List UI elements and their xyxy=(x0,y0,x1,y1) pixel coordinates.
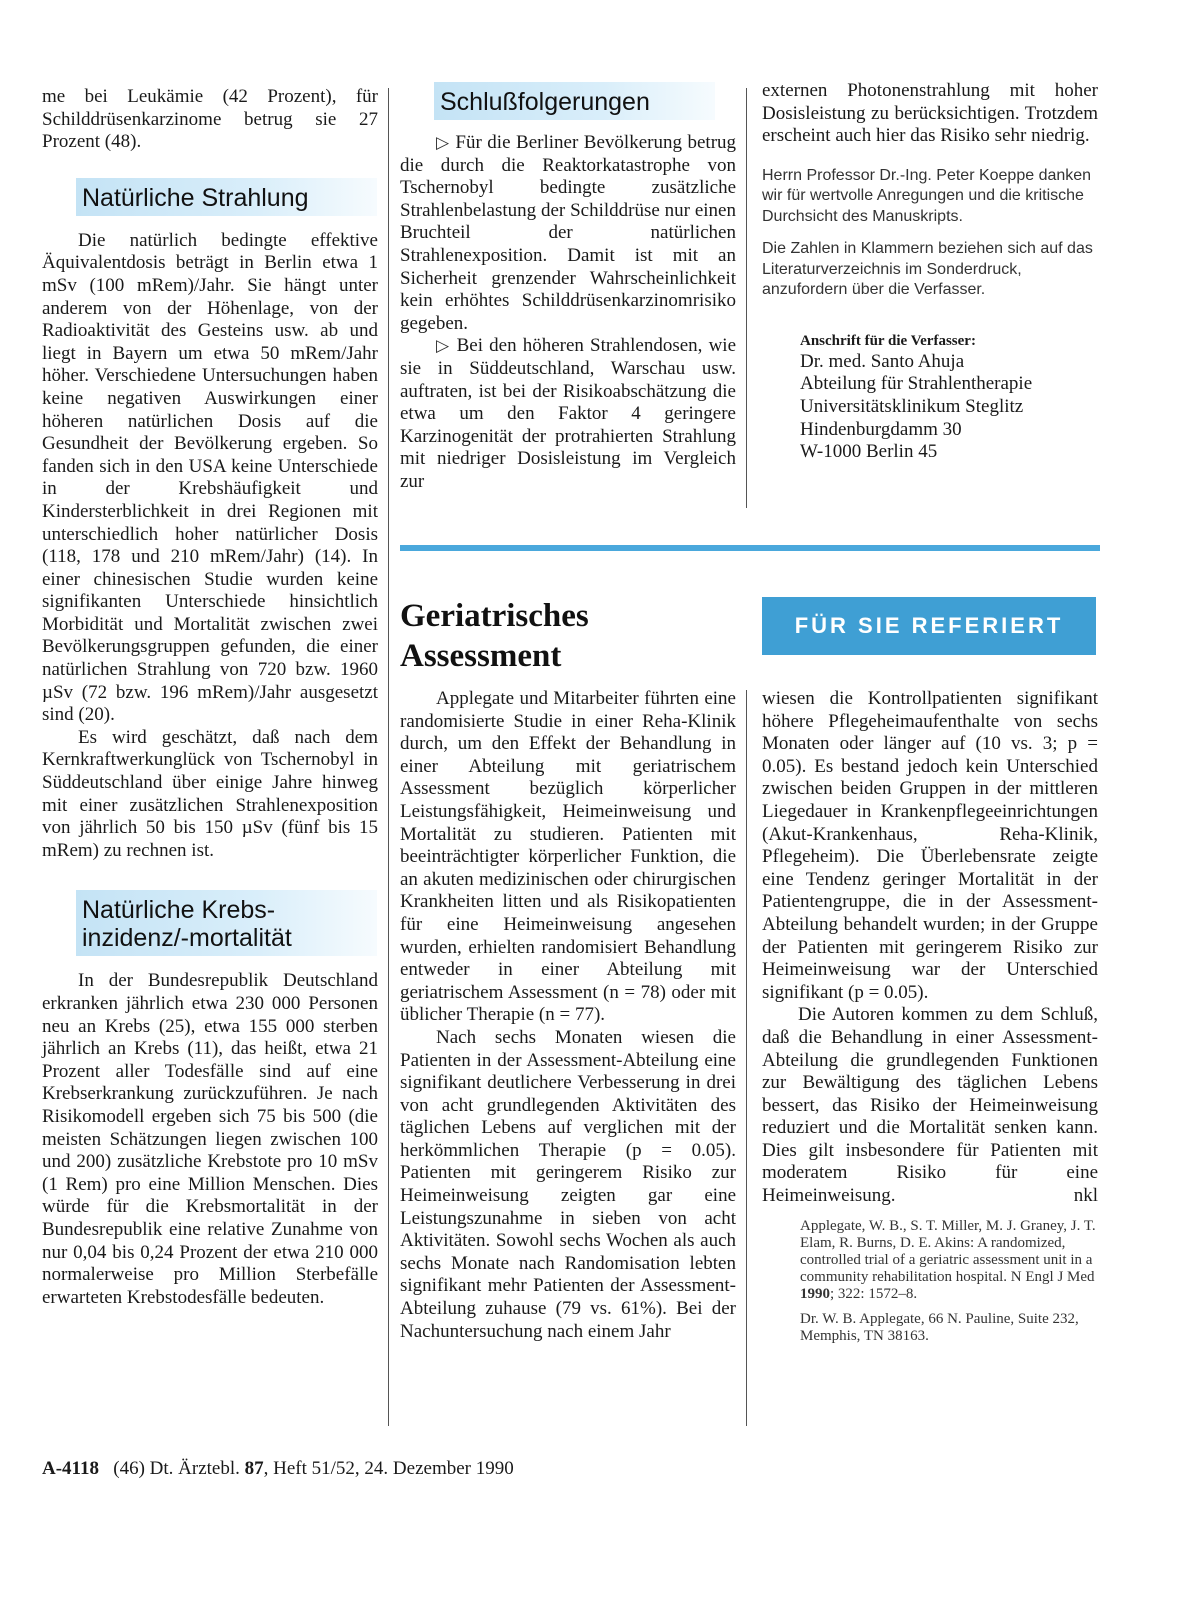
author-signature: nkl xyxy=(1073,1185,1098,1207)
bullet-paragraph: ▷ Für die Berliner Bevölkerung betrug die durch die Reaktorkatastrophe von Tschernobyl bedingte zusätzliche Strahlenbelastung der Schilddrüse nur einen Bruchteil der natürlichen Strahlenexposition. Damit ist mit an Sicherheit grenzender Wahrscheinlichkeit kein erhöhtes Schilddrüsenkarzinomrisiko gegeben. xyxy=(400,132,737,334)
literature-reference: Applegate, W. B., S. T. Miller, M. J. Graney, J. T. Elam, R. Burns, D. E. Akins: A randomized, controlled trial of a geriatric assessment unit in a community rehabilitation hospital. N Engl J Med 1990; 322: 1572–8. xyxy=(800,1217,1096,1302)
address-line: Hindenburgdamm 30 xyxy=(800,418,962,440)
column-3-top xyxy=(762,80,1098,464)
paragraph: Die Autoren kommen zu dem Schluß, daß die Behandlung in einer Assessment-Abteilung die grundlegenden Funktionen zur Bewältigung des täglichen Lebens bessert, das Risiko der Heimeinweisung reduziert und die Mortalität senken kann. Dies gilt insbesondere für Patienten mit moderatem Risiko für eine Heimeinweisung. nkl xyxy=(762,1004,1098,1207)
heading-line: inzidenz/-mortalität xyxy=(82,924,292,953)
title-line: Geriatrisches xyxy=(400,598,589,634)
column-divider xyxy=(746,690,747,1426)
paragraph: externen Photonenstrahlung mit hoher Dosisleistung zu berücksichtigen. Trotzdem erscheint auch hier das Risiko sehr niedrig. xyxy=(762,80,1098,147)
title-line: Assessment xyxy=(400,638,562,674)
paragraph: Applegate und Mitarbeiter führten eine randomisierte Studie in einer Reha-Klinik durch, um den Effekt der Behandlung in einer Abteilung mit geriatrischem Assessment bezüglich körperlicher Leistungsfähigkeit, Heimeinweisung und Mortalität zu studieren. Patienten mit beeinträchtigter körperlicher Funktion, die an akuten medizinischen oder chirurgischen Krankheiten litten und als Risikopatienten für eine Heimeinweisung angesehen wurden, erhielten randomisiert Behandlung entweder in einer Abteilung mit geriatrischem Assessment (n = 78) oder mit üblicher Therapie (n = 77). xyxy=(400,688,736,1026)
heading-line: Natürliche Krebs- xyxy=(82,896,276,925)
address-label: Anschrift für die Verfasser: xyxy=(800,332,976,349)
issue-date: , Heft 51/52, 24. Dezember 1990 xyxy=(263,1458,514,1479)
triangle-bullet-icon: ▷ xyxy=(436,133,450,153)
author-address xyxy=(762,331,1098,464)
issue-number: (46) xyxy=(113,1458,145,1479)
section-heading: Natürliche Strahlung xyxy=(76,178,377,216)
address-line: Dr. med. Santo Ahuja xyxy=(800,350,965,372)
article-title xyxy=(400,596,740,676)
bullet-paragraph: ▷ Bei den höheren Strahlendosen, wie sie in Süddeutschland, Warschau usw. auftraten, ist bei der Risikoabschätzung die etwa um den Faktor 4 geringere Karzinogenität der protrahierten Strahlung mit niedriger Dosisleistung im Vergleich zur xyxy=(400,335,737,492)
article-column-1 xyxy=(400,688,736,1343)
article-column-2 xyxy=(762,688,1098,1345)
accent-bar xyxy=(400,545,1100,551)
banner-label: FÜR SIE REFERIERT xyxy=(794,613,1064,638)
correspondence-address: Dr. W. B. Applegate, 66 N. Pauline, Suite 232, Memphis, TN 38163. xyxy=(800,1310,1079,1344)
journal-name: Dt. Ärztebl. xyxy=(149,1458,240,1479)
paragraph: Die natürlich bedingte effektive Äquivalentdosis beträgt in Berlin etwa 1 mSv (100 mRem)/Jahr. Sie hängt unter anderem von der Höhenlage, von der Radioaktivität des Gesteins usw. ab und liegt in Bayern um etwa 50 mRem/Jahr höher. Verschiedene Untersuchungen haben keine negativen Auswirkungen einer höheren natürlichen Dosis auf die Gesundheit der Bevölkerung ergeben. So fanden sich in den USA keine Unterschiede in der Krebshäufigkeit und Kindersterblichkeit in drei Regionen mit unterschiedlich hoher natürlicher Dosis (118, 178 und 210 mRem/Jahr) (14). In einer chinesischen Studie wurden keine signifikanten Unterschiede hinsichtlich Morbidität und Mortalität zwischen zwei Bevölkerungsgruppen gefunden, die einer natürlichen Strahlung von 720 bzw. 1960 µSv (72 bzw. 196 mRem)/Jahr ausgesetzt sind (20). xyxy=(42,229,378,726)
paragraph: wiesen die Kontrollpatienten signifikant höhere Pflegeheimaufenthalte von sechs Monaten oder länger auf (10 vs. 3; p = 0.05). Es bestand jedoch kein Unterschied zwischen beiden Gruppen in der mittleren Liegedauer in Krankenpflegeeinrichtungen (Akut-Krankenhaus, Reha-Klinik, Pflegeheim). Die Überlebensrate zeigte eine Tendenz geringer Mortalität in der Patientengruppe, die in der Assessment-Abteilung behandelt wurden; in der Gruppe der Patienten mit geringerem Risiko zur Heimeinweisung war der Unterschied signifikant (p = 0.05). xyxy=(762,688,1098,1003)
acknowledgement: Herrn Professor Dr.-Ing. Peter Koeppe danken wir für wertvolle Anregungen und die kritische Durchsicht des Manuskripts. xyxy=(762,166,1092,225)
address-line: Universitätsklinikum Steglitz xyxy=(800,395,1024,417)
page-footer xyxy=(42,1458,514,1480)
section-heading xyxy=(76,890,377,956)
journal-volume: 87 xyxy=(244,1458,264,1479)
section-banner xyxy=(762,597,1096,655)
paragraph: In der Bundesrepublik Deutschland erkranken jährlich etwa 230 000 Personen neu an Krebs (25), etwa 155 000 sterben jährlich an Krebs (11), das heißt, etwa 21 Prozent aller Todesfälle sind auf eine Krebserkrankung zurückzuführen. Je nach Risikomodell ergeben sich 75 bis 500 (die meisten Schätzungen liegen zwischen 100 und 200) zusätzliche Krebstote pro 10 mSv (1 Rem) pro eine Million Menschen. Dies würde für die Krebsmortalität in der Bundesrepublik eine relative Zunahme von nur 0,04 bis 0,24 Prozent der etwa 210 000 normalerweise pro Million Sterbefälle erwarteten Krebstodesfälle bedeuten. xyxy=(42,970,378,1308)
column-1 xyxy=(42,86,378,1309)
column-divider xyxy=(746,88,747,508)
address-line: W-1000 Berlin 45 xyxy=(800,441,938,463)
section-heading: Schlußfolgerungen xyxy=(434,82,715,120)
paragraph: me bei Leukämie (42 Prozent), für Schilddrüsenkarzinome betrug sie 27 Prozent (48). xyxy=(42,86,378,153)
column-divider xyxy=(388,88,389,1426)
paragraph: Nach sechs Monaten wiesen die Patienten in der Assessment-Abteilung eine signifikant deutlichere Verbesserung in drei von acht grundlegenden Aktivitäten des täglichen Lebens auf verglichen mit der herkömmlichen Therapie (p = 0.05). Patienten mit geringerem Risiko zur Heimeinweisung zeigten gar eine Leistungszunahme in sieben von acht Aktivitäten. Sowohl sechs Wochen als auch sechs Monate nach Randomisation lebten signifikant mehr Patienten der Assessment-Abteilung zuhause (79 vs. 61%). Bei der Nachuntersuchung nach einem Jahr xyxy=(400,1026,736,1342)
column-2-top xyxy=(400,82,736,494)
page-number: A-4118 xyxy=(42,1458,99,1479)
triangle-bullet-icon: ▷ xyxy=(436,336,451,357)
paragraph: Es wird geschätzt, daß nach dem Kernkraftwerkunglück von Tschernobyl in Süddeutschland über einige Jahre hinweg mit einer zusätzlichen Strahlenexposition von jährlich 50 bis 150 µSv (fünf bis 15 mRem) zu rechnen ist. xyxy=(42,726,378,861)
address-line: Abteilung für Strahlentherapie xyxy=(800,373,1033,395)
reference-note: Die Zahlen in Klammern beziehen sich auf das Literaturverzeichnis im Sonderdruck, anzufordern über die Verfasser. xyxy=(762,240,1093,299)
